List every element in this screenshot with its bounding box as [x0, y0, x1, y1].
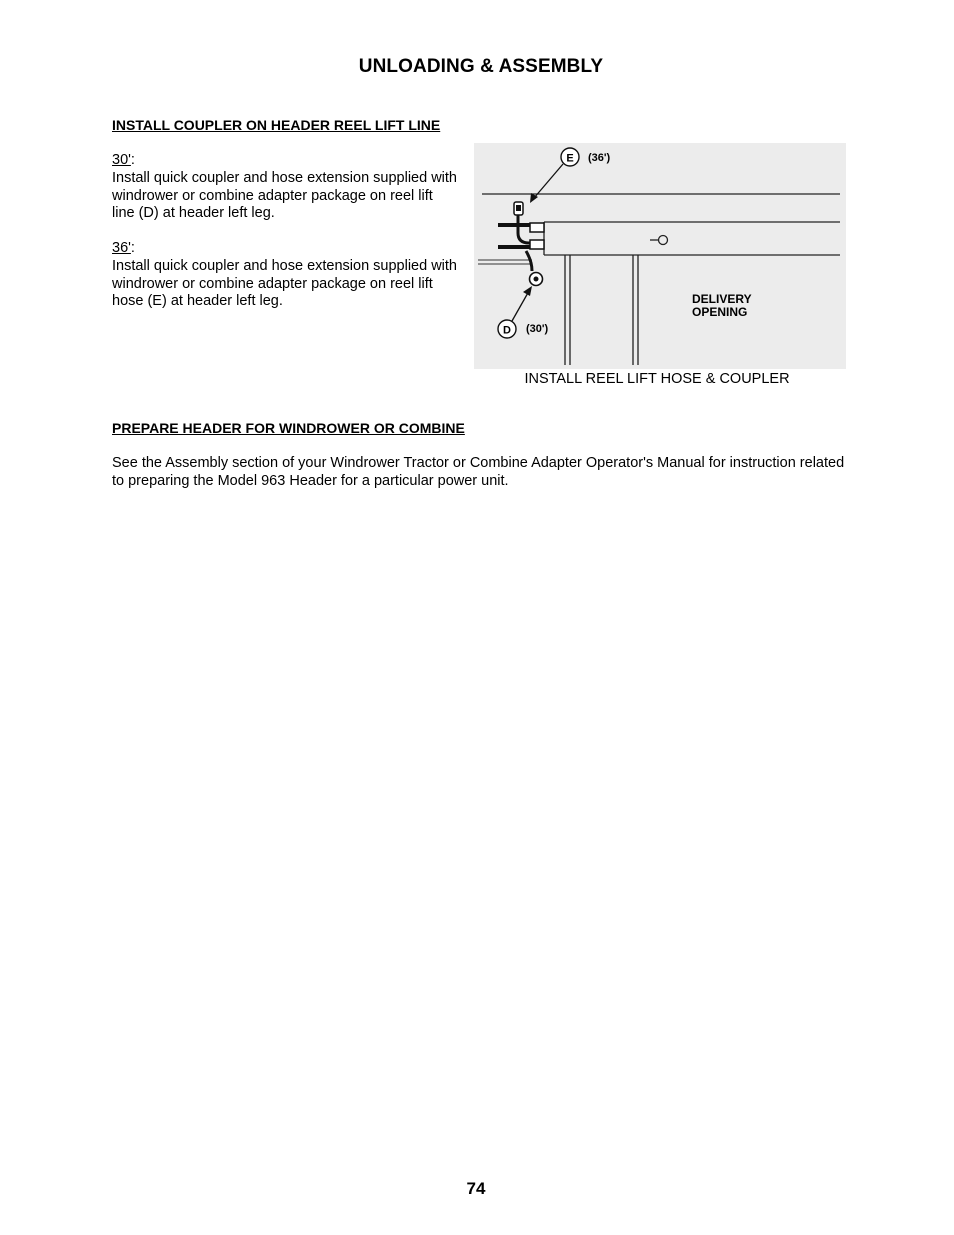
instruction-text-30ft: Install quick coupler and hose extension supplied with windrower or combine adapter package on reel lift line (D) at header left leg.	[112, 169, 457, 222]
instruction-text-36ft: Install quick coupler and hose extension supplied with windrower or combine adapter package on reel lift hose (E) at header left leg.	[112, 257, 457, 310]
page-title: UNLOADING & ASSEMBLY	[358, 56, 604, 77]
keyhole-slot-icon	[650, 236, 668, 245]
instruction-block-30ft: 30': Install quick coupler and hose extension supplied with windrower or combine adapter package on reel lift line (D) at header left leg.	[112, 152, 457, 222]
prepare-header-paragraph: See the Assembly section of your Windrower Tractor or Combine Adapter Operator's Manual for instruction related to preparing the Model 963 Header for a particular power unit.	[112, 455, 845, 489]
callout-d-size: (30')	[526, 323, 549, 335]
size-label-36ft: 36'	[112, 240, 131, 256]
callout-d	[498, 286, 549, 338]
instruction-block-36ft: 36': Install quick coupler and hose extension supplied with windrower or combine adapter package on reel lift hose (E) at header left leg.	[112, 240, 457, 310]
reel-lift-hose-illustration	[474, 143, 846, 369]
page-number: 74	[466, 1179, 486, 1198]
figure-caption: INSTALL REEL LIFT HOSE & COUPLER	[524, 371, 790, 387]
delivery-opening-line1: DELIVERY	[692, 292, 752, 306]
callout-d-letter: D	[503, 324, 511, 337]
callout-e-size: (36')	[588, 152, 611, 164]
section-heading-prepare-header: PREPARE HEADER FOR WINDROWER OR COMBINE	[112, 420, 465, 436]
size-label-30ft: 30'	[112, 152, 131, 168]
callout-e-letter: E	[566, 152, 574, 165]
delivery-opening-line2: OPENING	[692, 305, 748, 319]
arrowhead-icon	[523, 286, 532, 296]
header-leg-drawing	[474, 143, 846, 369]
callout-e	[530, 148, 611, 203]
section-heading-install-coupler: INSTALL COUPLER ON HEADER REEL LIFT LINE	[112, 117, 441, 133]
header-legs	[565, 255, 638, 365]
